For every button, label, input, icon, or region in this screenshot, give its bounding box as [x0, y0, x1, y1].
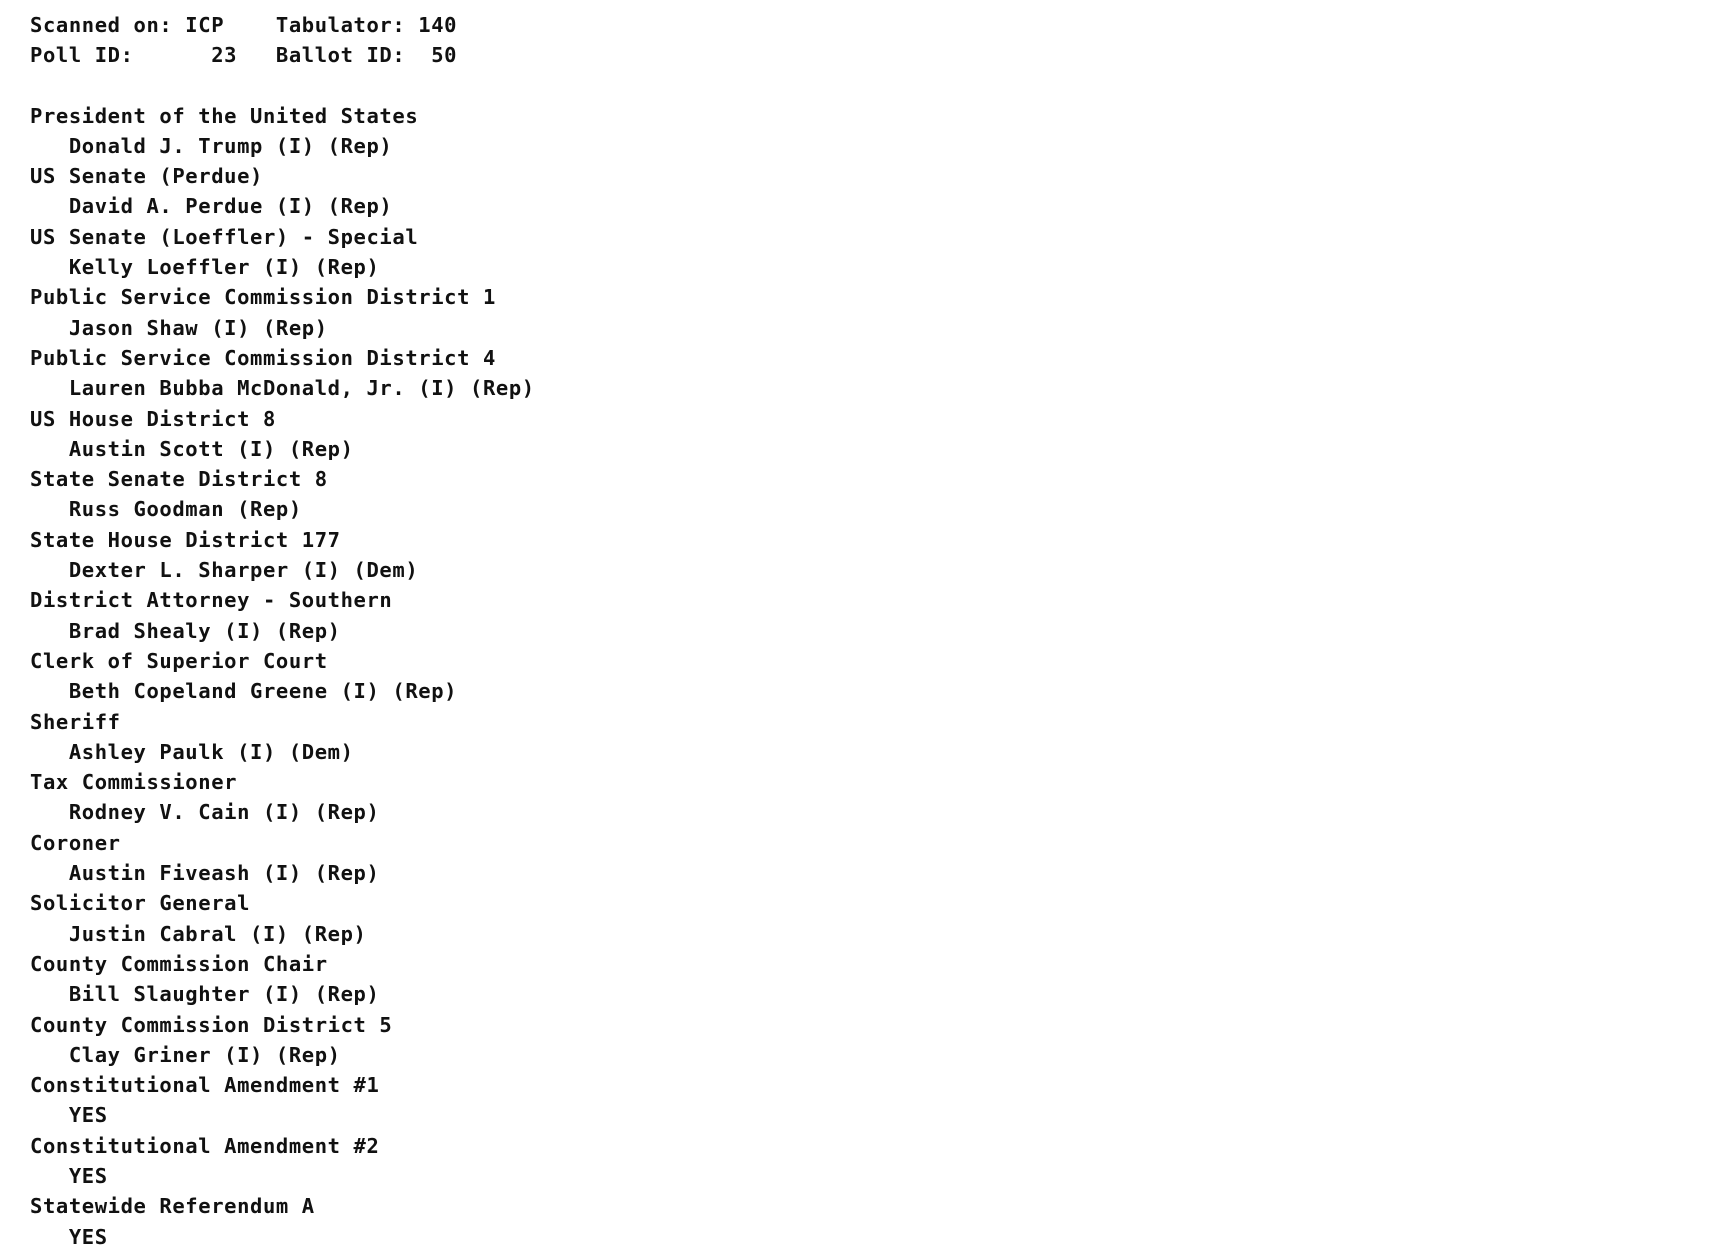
contest-title: District Attorney - Southern: [30, 588, 393, 613]
header-body-separator: [30, 71, 1728, 101]
contest-block: [30, 646, 1728, 707]
contest-title: Public Service Commission District 4: [30, 345, 496, 370]
scan-header-line-2: Poll ID: 23 Ballot ID: 50: [30, 43, 458, 68]
contest-block: [30, 707, 1728, 768]
contest-selection: Jason Shaw (I) (Rep): [30, 315, 328, 340]
contest-selection: Justin Cabral (I) (Rep): [30, 921, 367, 946]
contest-block: [30, 1010, 1728, 1071]
contest-selection: Brad Shealy (I) (Rep): [30, 618, 341, 643]
contest-title: State House District 177: [30, 527, 341, 552]
contest-block: [30, 525, 1728, 586]
contest-selection: Kelly Loeffler (I) (Rep): [30, 255, 380, 280]
contest-selection: Beth Copeland Greene (I) (Rep): [30, 679, 458, 704]
contest-title: US House District 8: [30, 406, 276, 431]
contest-title: Solicitor General: [30, 891, 251, 916]
contest-title: Sheriff: [30, 709, 121, 734]
contest-title: State Senate District 8: [30, 467, 328, 492]
contest-block: [30, 1070, 1728, 1131]
contest-title: Public Service Commission District 1: [30, 285, 496, 310]
contest-block: [30, 949, 1728, 1010]
contest-selection: Austin Fiveash (I) (Rep): [30, 861, 380, 886]
contest-title: County Commission District 5: [30, 1012, 393, 1037]
contest-title: Statewide Referendum A: [30, 1194, 315, 1219]
contest-selection: Ashley Paulk (I) (Dem): [30, 739, 354, 764]
contest-selection: Bill Slaughter (I) (Rep): [30, 982, 380, 1007]
contest-title: Clerk of Superior Court: [30, 648, 328, 673]
contest-selection: Austin Scott (I) (Rep): [30, 436, 354, 461]
scan-header-line-1: Scanned on: ICP Tabulator: 140: [30, 13, 458, 37]
contest-selection: YES: [30, 1103, 108, 1128]
contest-selection: Clay Griner (I) (Rep): [30, 1042, 341, 1067]
contest-title: US Senate (Perdue): [30, 164, 263, 189]
contest-title: Tax Commissioner: [30, 770, 238, 795]
contest-selection: YES: [30, 1163, 108, 1188]
contest-selection: Rodney V. Cain (I) (Rep): [30, 800, 380, 825]
contest-block: [30, 282, 1728, 343]
contest-block: [30, 343, 1728, 404]
contest-block: [30, 767, 1728, 828]
contest-list: [30, 101, 1728, 1252]
contest-block: [30, 585, 1728, 646]
contest-block: [30, 1131, 1728, 1192]
contest-title: US Senate (Loeffler) - Special: [30, 224, 419, 249]
contest-selection: David A. Perdue (I) (Rep): [30, 194, 393, 219]
contest-block: [30, 161, 1728, 222]
contest-block: [30, 101, 1728, 162]
contest-selection: Russ Goodman (Rep): [30, 497, 302, 522]
contest-title: County Commission Chair: [30, 951, 328, 976]
contest-title: President of the United States: [30, 103, 419, 128]
contest-block: [30, 1191, 1728, 1252]
contest-block: [30, 464, 1728, 525]
contest-block: [30, 888, 1728, 949]
contest-title: Constitutional Amendment #1: [30, 1073, 380, 1098]
contest-selection: YES: [30, 1224, 108, 1249]
scan-header: [30, 10, 1728, 71]
contest-block: [30, 404, 1728, 465]
contest-title: Constitutional Amendment #2: [30, 1133, 380, 1158]
contest-block: [30, 222, 1728, 283]
contest-title: Coroner: [30, 830, 121, 855]
contest-selection: Dexter L. Sharper (I) (Dem): [30, 558, 419, 583]
contest-selection: Donald J. Trump (I) (Rep): [30, 133, 393, 158]
contest-selection: Lauren Bubba McDonald, Jr. (I) (Rep): [30, 376, 535, 401]
contest-block: [30, 828, 1728, 889]
